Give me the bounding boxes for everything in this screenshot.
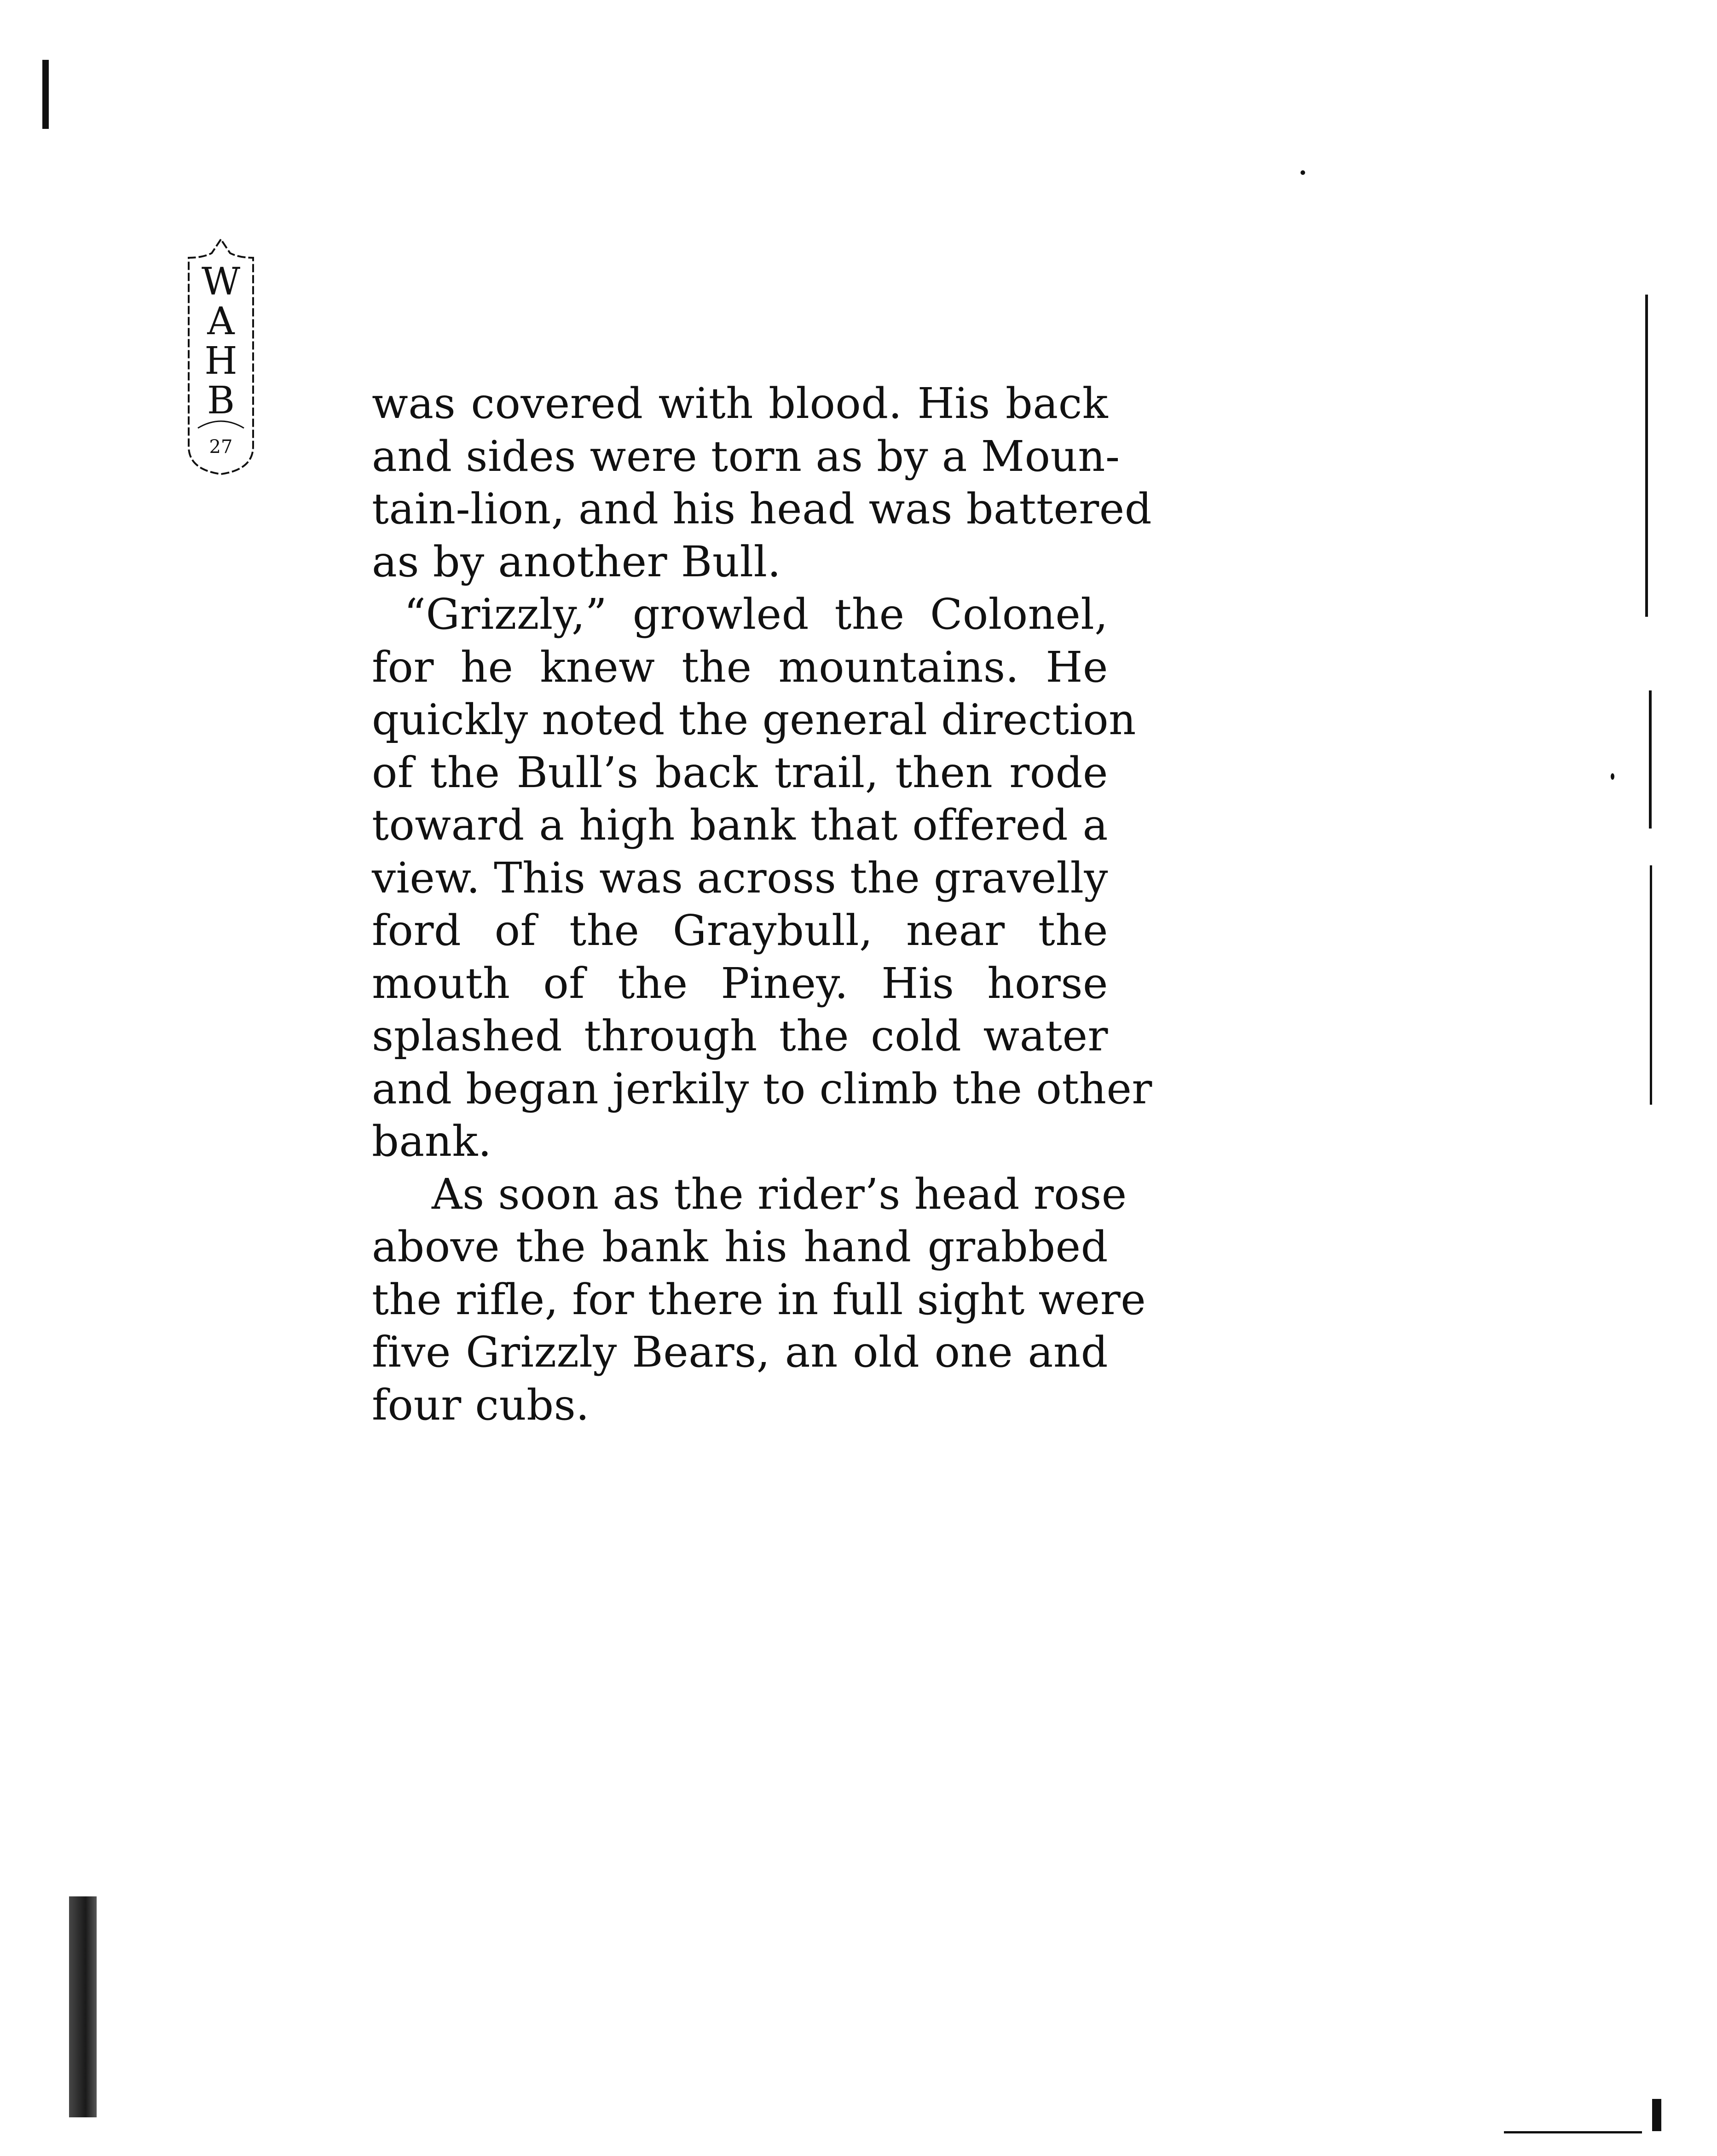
- scan-edge-mark: [69, 1896, 97, 2117]
- scan-edge-mark: [1649, 690, 1652, 829]
- text-line: toward a high bank that offered a: [372, 800, 1108, 850]
- text-line: tain-lion, and his head was battered: [372, 484, 1152, 533]
- running-head-letters: [184, 262, 258, 421]
- text-line: of the Bull’s back trail, then rode: [372, 748, 1108, 797]
- text-line: four cubs.: [372, 1380, 590, 1430]
- running-head-letter: H: [204, 339, 237, 383]
- paragraph: [372, 588, 1152, 1168]
- running-head-letter: A: [207, 300, 235, 343]
- text-line: the rifle, for there in full sight were: [372, 1275, 1146, 1324]
- text-line: mouth of the Piney. His horse: [372, 958, 1108, 1008]
- text-line: quickly noted the general direction: [372, 695, 1136, 744]
- text-line: bank.: [372, 1117, 492, 1166]
- text-line: above the bank his hand grabbed: [372, 1222, 1108, 1271]
- scan-edge-mark: [1652, 2099, 1661, 2131]
- running-head-letter: W: [201, 260, 241, 304]
- text-line: ford of the Graybull, near the: [372, 906, 1108, 955]
- paragraph: [372, 1168, 1146, 1432]
- text-line: and sides were torn as by a Moun-: [372, 431, 1120, 481]
- text-line: As soon as the rider’s head rose: [432, 1169, 1127, 1219]
- page-number: 27: [209, 436, 233, 458]
- running-head-letter: B: [207, 379, 235, 423]
- text-line: was covered with blood. His back: [372, 379, 1108, 428]
- scan-speck: [1611, 773, 1614, 780]
- body-text: [372, 377, 1152, 1432]
- scan-edge-mark: [1645, 295, 1648, 617]
- text-line: five Grizzly Bears, an old one and: [372, 1327, 1108, 1377]
- text-line: splashed through the cold water: [372, 1011, 1108, 1061]
- running-head-ornament: [184, 230, 258, 479]
- text-line: for he knew the mountains. He: [372, 642, 1108, 692]
- text-line: view. This was across the gravelly: [372, 853, 1109, 903]
- text-line: “Grizzly,” growled the Colonel,: [404, 590, 1108, 639]
- scan-speck: [1301, 170, 1305, 175]
- scan-edge-mark: [1650, 865, 1652, 1105]
- text-line: as by another Bull.: [372, 537, 781, 586]
- paragraph: [372, 377, 1152, 588]
- text-line: and began jerkily to climb the other: [372, 1064, 1152, 1113]
- scan-edge-mark: [1504, 2131, 1642, 2133]
- scan-edge-mark: [42, 60, 49, 129]
